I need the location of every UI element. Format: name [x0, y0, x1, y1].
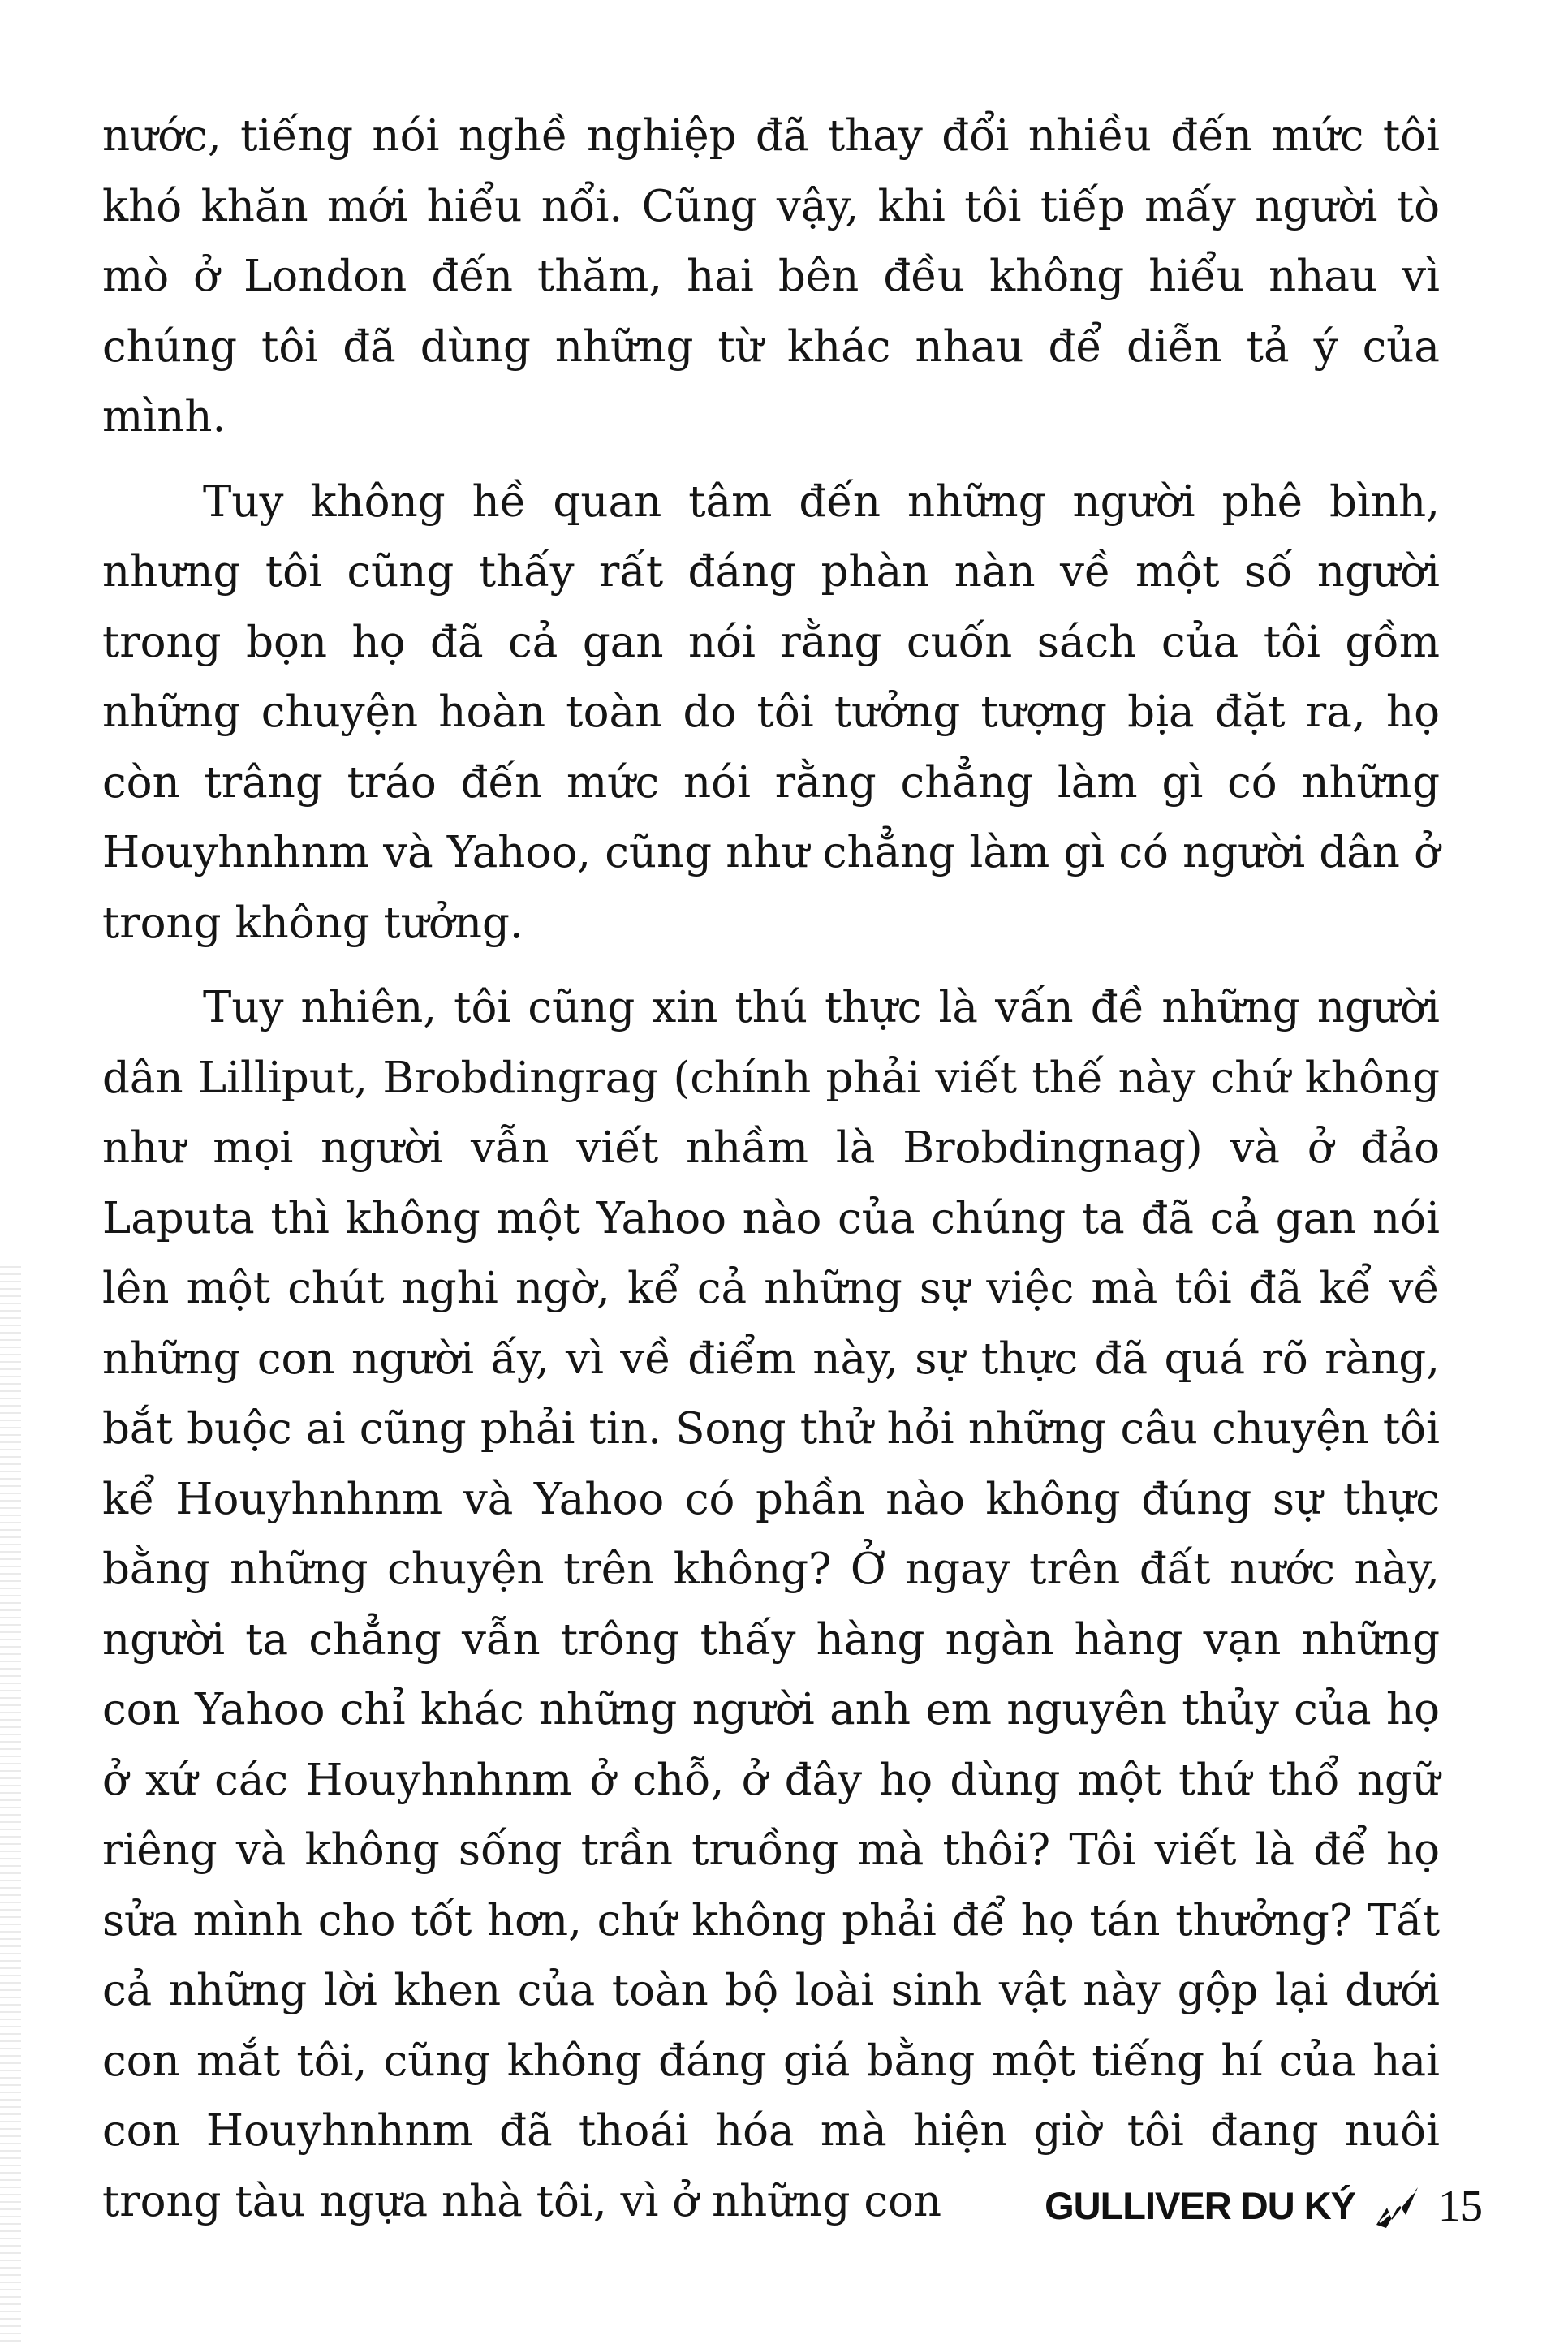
page-footer [1012, 2167, 1483, 2244]
body-text [102, 101, 1440, 2251]
book-title: GULLIVER DU KÝ [1045, 2184, 1355, 2227]
scan-edge-artifact [0, 1266, 21, 2344]
quill-icon [1368, 2182, 1425, 2230]
paragraph-2: Tuy không hề quan tâm đến những người phê bình, nhưng tôi cũng thấy rất đáng phàn nàn về một số người trong bọn họ đã cả gan nói rằng cuốn sách của tôi gồm những chuyện hoàn toàn do tôi tưởng tượng bịa đặt ra, họ còn trâng tráo đến mức nói rằng chẳng làm gì có những Houyhnhnm và Yahoo, cũng như chẳng làm gì có người dân ở trong không tưởng. [102, 476, 1440, 948]
page-number: 15 [1438, 2181, 1483, 2230]
paragraph-1: nước, tiếng nói nghề nghiệp đã thay đổi nhiều đến mức tôi khó khăn mới hiểu nổi. Cũng vậy, khi tôi tiếp mấy người tò mò ở London đến thăm, hai bên đều không hiểu nhau vì chúng tôi đã dùng những từ khác nhau để diễn tả ý của mình. [102, 111, 1440, 442]
paragraph-3: Tuy nhiên, tôi cũng xin thú thực là vấn đề những người dân Lilliput, Brobdingrag (chính phải viết thế này chứ không như mọi người vẫn viết nhầm là Brobdingnag) và ở đảo Laputa thì không một Yahoo nào của chúng ta đã cả gan nói lên một chút nghi ngờ, kể cả những sự việc mà tôi đã kể về những con người ấy, vì về điểm này, sự thực đã quá rõ ràng, bắt buộc ai cũng phải tin. Song thử hỏi những câu chuyện tôi kể Houyhnhnm và Yahoo có phần nào không đúng sự thực bằng những chuyện trên không? Ở ngay trên đất nước này, người ta chẳng vẫn trông thấy hàng ngàn hàng vạn những con Yahoo chỉ khác những người anh em nguyên thủy của họ ở xứ các Houyhnhnm ở chỗ, ở đây họ dùng một thứ thổ ngữ riêng và không sống trần truồng mà thôi? Tôi viết là để họ sửa mình cho tốt hơn, chứ không phải để họ tán thưởng? Tất cả những lời khen của toàn bộ loài sinh vật này gộp lại dưới con mắt tôi, cũng không đáng giá bằng một tiếng hí của hai con Houyhnhnm đã thoái hóa mà hiện giờ tôi đang nuôi trong tàu ngựa nhà tôi, vì ở những con [102, 983, 1440, 2226]
